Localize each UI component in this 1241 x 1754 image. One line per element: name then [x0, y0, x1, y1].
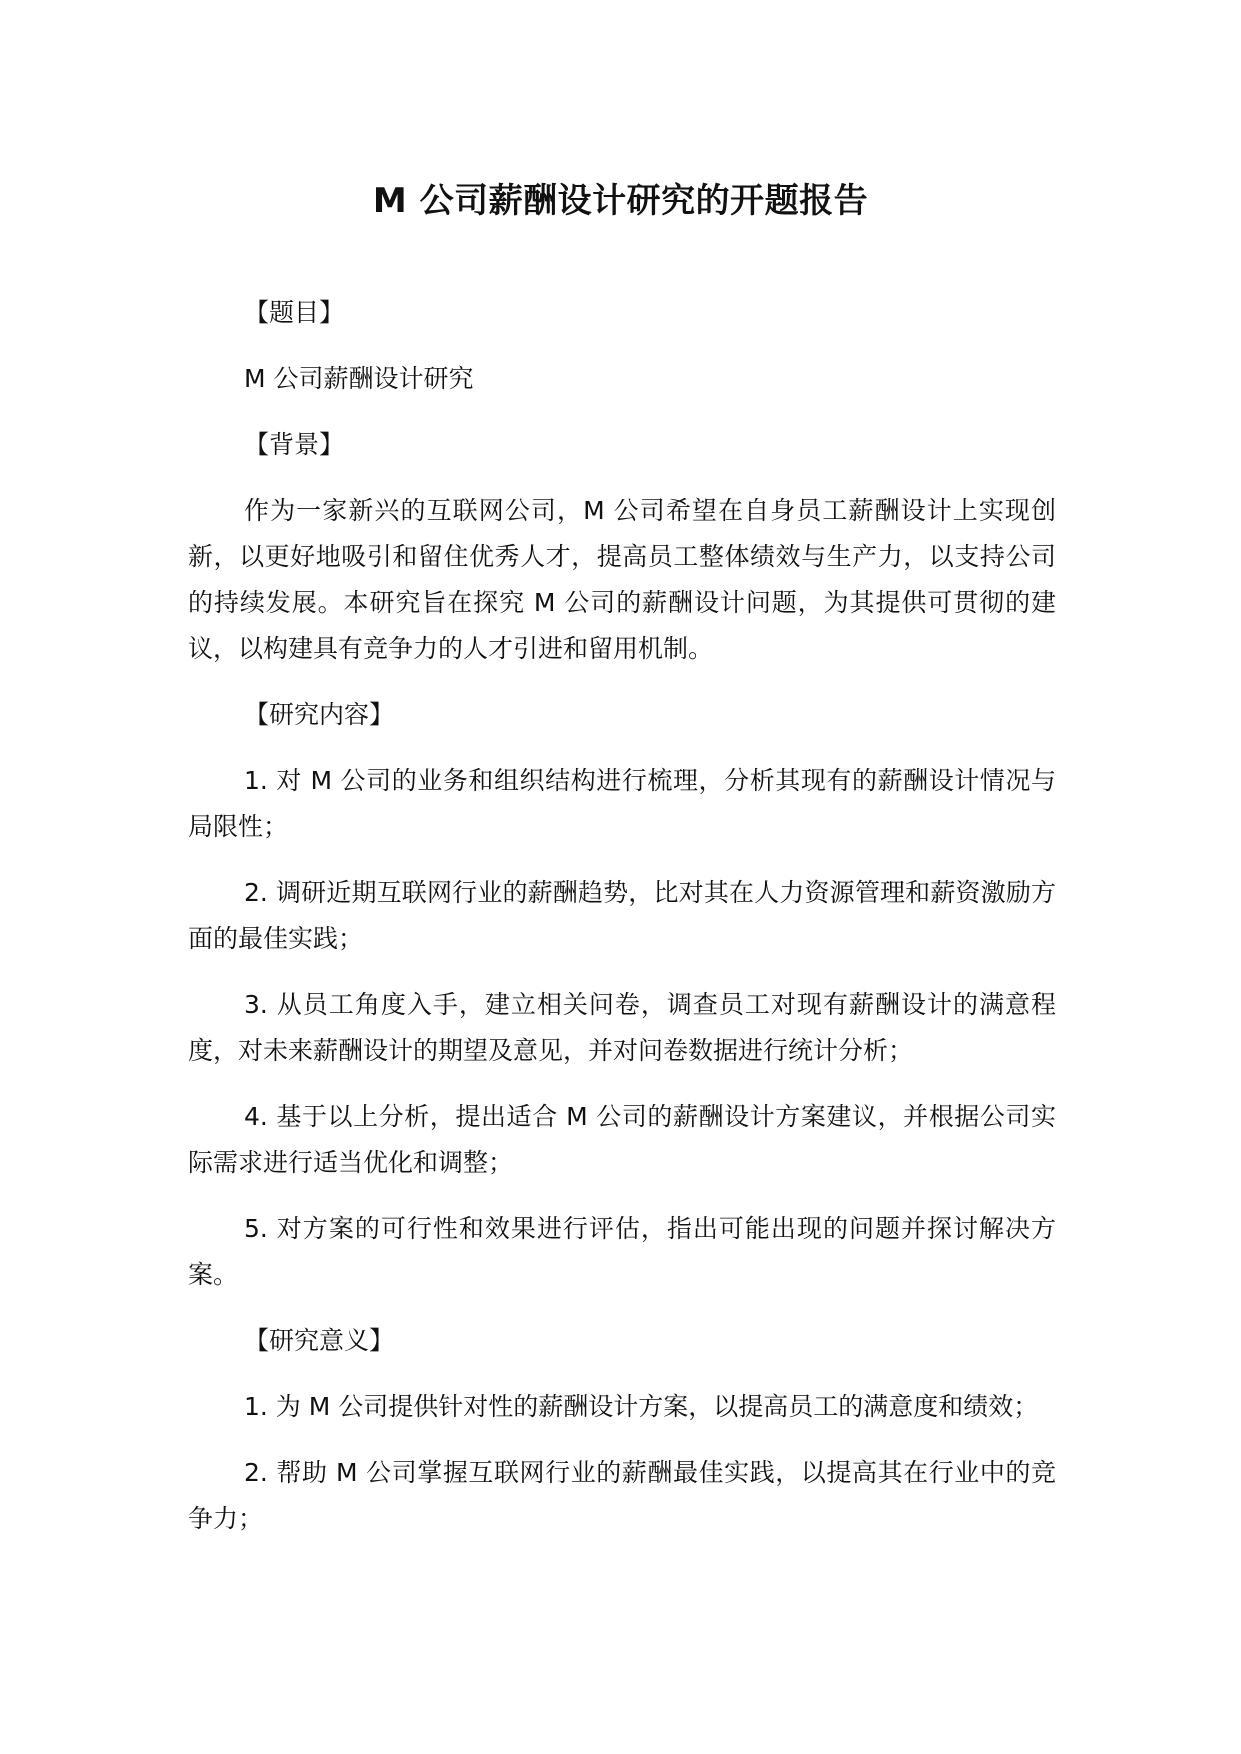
research-significance-item-1: 1. 为 M 公司提供针对性的薪酬设计方案，以提高员工的满意度和绩效； [244, 1392, 1039, 1421]
section-heading-research-significance: 【研究意义】 [244, 1326, 395, 1355]
research-content-item-2: 2. 调研近期互联网行业的薪酬趋势，比对其在人力资源管理和薪资激励方面的最佳实践； [188, 878, 1056, 953]
document-title: M 公司薪酬设计研究的开题报告 [372, 181, 869, 221]
research-content-item-1: 1. 对 M 公司的业务和组织结构进行梳理，分析其现有的薪酬设计情况与局限性； [188, 766, 1056, 841]
research-significance-item-2: 2. 帮助 M 公司掌握互联网行业的薪酬最佳实践，以提高其在行业中的竞争力； [188, 1458, 1056, 1533]
document-body [188, 290, 1056, 1562]
section-heading-topic: 【题目】 [244, 298, 345, 327]
topic-text: M 公司薪酬设计研究 [244, 364, 474, 393]
background-paragraph: 作为一家新兴的互联网公司，M 公司希望在自身员工薪酬设计上实现创新，以更好地吸引和留住优秀人才，提高员工整体绩效与生产力，以支持公司的持续发展。本研究旨在探究 M 公司的薪酬设计问题，为其提供可贯彻的建议，以构建具有竞争力的人才引进和留用机制。 [188, 496, 1056, 663]
research-content-item-5: 5. 对方案的可行性和效果进行评估，指出可能出现的问题并探讨解决方案。 [188, 1214, 1056, 1289]
research-content-item-3: 3. 从员工角度入手，建立相关问卷，调查员工对现有薪酬设计的满意程度，对未来薪酬设计的期望及意见，并对问卷数据进行统计分析； [188, 990, 1056, 1065]
section-heading-research-content: 【研究内容】 [244, 700, 395, 729]
research-content-item-4: 4. 基于以上分析，提出适合 M 公司的薪酬设计方案建议，并根据公司实际需求进行适当优化和调整； [188, 1102, 1056, 1177]
section-heading-background: 【背景】 [244, 430, 345, 459]
